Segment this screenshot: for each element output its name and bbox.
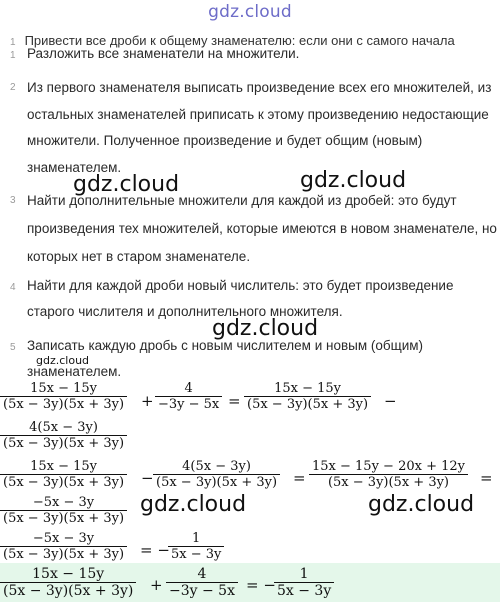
fraction — [0, 495, 127, 526]
numerator: 4(5x − 3y) — [29, 420, 98, 435]
operator: + — [150, 576, 163, 594]
numerator: 15x − 15y — [32, 566, 105, 582]
fraction — [244, 381, 371, 412]
watermark: gdz.cloud — [36, 354, 90, 367]
denominator: −3y − 5x — [155, 396, 222, 412]
denominator: 5x − 3y — [274, 582, 334, 599]
step-text-3: Найти дополнительные множители для каждой из дробей: это будут произведения тех множителей, которые имеются в новом знаменателе, но которых нет в старом знаменателе. — [27, 193, 497, 264]
numerator: 1 — [299, 566, 309, 582]
denominator: −3y − 5x — [166, 582, 238, 599]
cut-off-line-number: 1 — [10, 37, 16, 48]
operator: = − — [140, 541, 170, 559]
watermark: gdz.cloud — [140, 492, 247, 517]
step-number-2: 2 — [10, 82, 16, 93]
cut-off-line-text: Привести все дроби к общему знаменателю: если они с самого начала — [24, 33, 455, 48]
numerator: 1 — [192, 531, 201, 546]
fraction — [166, 566, 238, 599]
operator: = — [293, 469, 306, 487]
fraction — [0, 566, 136, 599]
fraction — [0, 420, 127, 451]
site-logo: gdz.cloud — [208, 2, 292, 22]
operator: − — [384, 392, 397, 410]
step-number-1: 1 — [10, 50, 16, 61]
denominator: (5x − 3y)(5x + 3y) — [0, 582, 136, 599]
fraction — [155, 381, 222, 412]
denominator: (5x − 3y)(5x + 3y) — [244, 396, 371, 412]
watermark: gdz.cloud — [368, 492, 475, 517]
operator: = — [480, 469, 493, 487]
step-number-3: 3 — [10, 195, 16, 206]
denominator: (5x − 3y)(5x + 3y) — [0, 510, 127, 526]
denominator: (5x − 3y)(5x + 3y) — [0, 396, 127, 412]
step-text-5: Записать каждую дробь с новым числителем и новым (общим) знаменателем. — [27, 338, 424, 379]
step-text-2: Из первого знаменателя выписать произведение всех его множителей, из остальных знаменателей приписать к этому произведению недостающие множители. Полученное произведение и будет общим (новым) знаменателем. — [27, 80, 492, 175]
numerator: 15x − 15y — [30, 381, 97, 396]
denominator: (5x − 3y)(5x + 3y) — [0, 474, 127, 490]
fraction — [153, 459, 280, 490]
fraction — [0, 381, 127, 412]
step-number-5: 5 — [10, 342, 16, 353]
step-text-1: Разложить все знаменатели на множители. — [27, 46, 300, 61]
numerator: −5x − 3y — [32, 495, 95, 510]
denominator: (5x − 3y)(5x + 3y) — [153, 474, 280, 490]
operator: = − — [246, 576, 276, 594]
numerator: 15x − 15y — [30, 459, 97, 474]
numerator: 4 — [197, 566, 207, 582]
numerator: 4 — [184, 381, 193, 396]
watermark: gdz.cloud — [300, 168, 407, 193]
denominator: (5x − 3y)(5x + 3y) — [0, 435, 127, 451]
fraction — [0, 531, 127, 562]
watermark: gdz.cloud — [73, 172, 180, 197]
operator: = — [228, 392, 241, 410]
fraction — [274, 566, 334, 599]
fraction — [309, 459, 468, 490]
numerator: −5x − 3y — [32, 531, 95, 546]
operator: + — [141, 392, 154, 410]
denominator: (5x − 3y)(5x + 3y) — [309, 474, 468, 490]
denominator: 5x − 3y — [168, 546, 224, 562]
numerator: 15x − 15y — [274, 381, 341, 396]
denominator: (5x − 3y)(5x + 3y) — [0, 546, 127, 562]
operator: − — [141, 469, 154, 487]
step-number-4: 4 — [10, 282, 16, 293]
numerator: 15x − 15y − 20x + 12y — [312, 459, 465, 474]
numerator: 4(5x − 3y) — [182, 459, 251, 474]
fraction — [168, 531, 224, 562]
fraction — [0, 459, 127, 490]
watermark: gdz.cloud — [212, 316, 319, 341]
step-text-4: Найти для каждой дроби новый числитель: это будет произведение старого числителя и дополнительного множителя. — [27, 278, 454, 319]
